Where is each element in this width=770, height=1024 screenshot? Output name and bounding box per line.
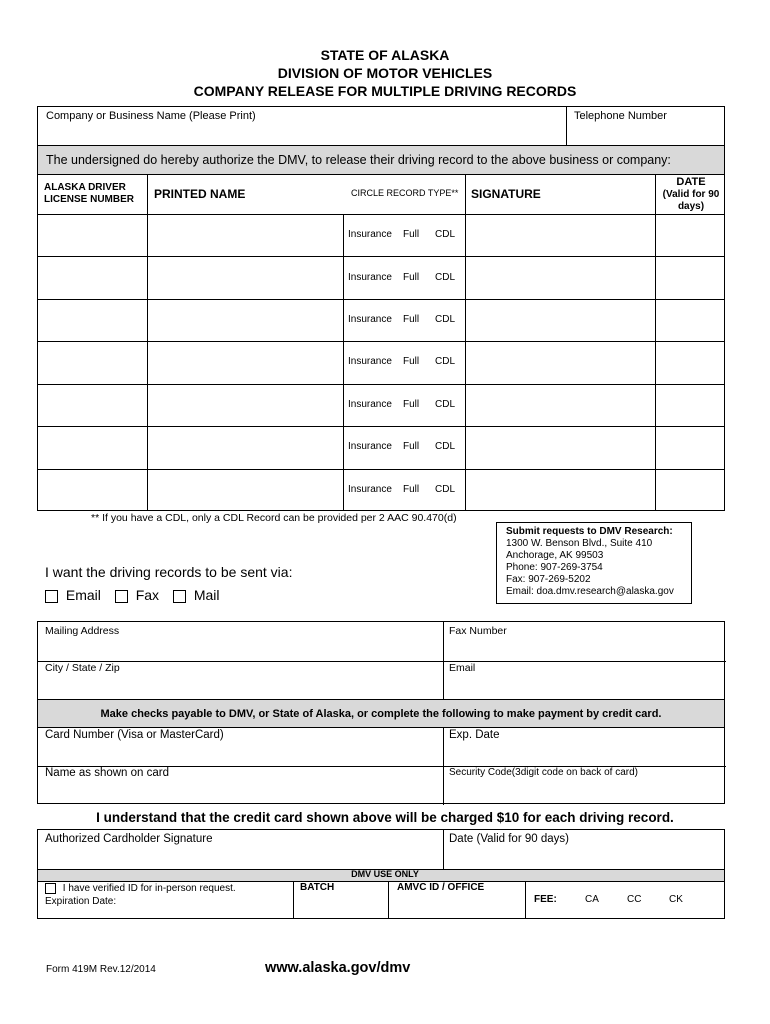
submit-email: Email: doa.dmv.research@alaska.gov [506,586,674,597]
expiration-date-label: Expiration Date: [45,896,117,907]
signature-cell[interactable] [466,257,655,298]
col-date-subtitle: (Valid for 90 days) [662,189,720,212]
cardholder-signature-field[interactable]: Authorized Cardholder Signature [45,833,213,845]
col-record-type: CIRCLE RECORD TYPE** [351,188,459,198]
date-cell[interactable] [656,385,725,426]
date-cell[interactable] [656,470,725,511]
submit-address-line2: Anchorage, AK 99503 [506,550,604,561]
record-type-cdl[interactable]: CDL [435,441,456,453]
record-type-full[interactable]: Full [403,356,420,368]
submit-address-line1: 1300 W. Benson Blvd., Suite 410 [506,538,653,549]
license-number-cell[interactable] [37,470,147,511]
fax-number-field[interactable]: Fax Number [449,625,507,637]
verified-id-label: I have verified ID for in-person request. [62,883,236,895]
form-title-release: COMPANY RELEASE FOR MULTIPLE DRIVING RECORDS [193,83,577,99]
license-number-cell[interactable] [37,342,147,383]
submit-requests-box [496,522,692,604]
charge-notice: I understand that the credit card shown above will be charged $10 for each driving record. [96,810,674,825]
record-row [37,426,725,468]
records-grid [37,174,725,511]
exp-date-field[interactable]: Exp. Date [449,729,500,741]
submit-title: Submit requests to DMV Research: [506,526,673,537]
record-type-cdl[interactable]: CDL [435,398,456,410]
license-number-cell[interactable] [37,215,147,256]
record-type-insurance[interactable]: Insurance [348,398,392,410]
date-cell[interactable] [656,427,725,468]
record-type-full[interactable]: Full [403,398,420,410]
city-state-zip-field[interactable]: City / State / Zip [45,662,120,674]
email-checkbox[interactable] [45,590,58,603]
printed-name-cell[interactable] [148,215,343,256]
record-type-insurance[interactable]: Insurance [348,229,392,241]
batch-label: BATCH [300,882,335,893]
mailing-section [37,621,725,700]
record-row [37,256,725,298]
fax-option-label: Fax [135,587,160,603]
record-row [37,384,725,426]
name-on-card-field[interactable]: Name as shown on card [45,767,170,779]
form-title-state: STATE OF ALASKA [320,47,450,63]
record-type-insurance[interactable]: Insurance [348,441,392,453]
card-number-field[interactable]: Card Number (Visa or MasterCard) [45,729,224,741]
col-license-number: ALASKA DRIVER LICENSE NUMBER [44,182,135,205]
date-cell[interactable] [656,215,725,256]
record-type-cdl[interactable]: CDL [435,271,456,283]
company-name-label: Company or Business Name (Please Print) [46,110,256,122]
submit-phone: Phone: 907-269-3754 [506,562,603,573]
license-number-cell[interactable] [37,385,147,426]
printed-name-cell[interactable] [148,385,343,426]
payment-banner: Make checks payable to DMV, or State of Alaska, or complete the following to make payment by credit card. [37,699,725,728]
fax-checkbox[interactable] [115,590,128,603]
email-option-label: Email [65,587,101,603]
signature-cell[interactable] [466,215,655,256]
record-row [37,341,725,383]
fee-cc: CC [627,894,642,905]
record-type-cdl[interactable]: CDL [435,229,456,241]
printed-name-cell[interactable] [148,342,343,383]
printed-name-cell[interactable] [148,300,343,341]
mailing-address-field[interactable]: Mailing Address [45,625,120,637]
record-row [37,299,725,341]
col-signature: SIGNATURE [471,187,541,201]
fee-ca: CA [585,894,599,905]
verified-id-checkbox[interactable] [45,883,56,894]
license-number-cell[interactable] [37,300,147,341]
dmv-use-only-title: DMV USE ONLY [351,869,419,879]
telephone-label: Telephone Number [574,110,667,122]
license-number-cell[interactable] [37,427,147,468]
record-type-full[interactable]: Full [403,229,420,241]
record-row [37,469,725,511]
form-title-division: DIVISION OF MOTOR VEHICLES [277,65,493,81]
signature-date-field[interactable]: Date (Valid for 90 days) [449,833,569,845]
record-type-full[interactable]: Full [403,483,420,495]
security-code-field[interactable]: Security Code(3digit code on back of card) [449,767,638,778]
record-type-insurance[interactable]: Insurance [348,483,392,495]
date-cell[interactable] [656,300,725,341]
printed-name-cell[interactable] [148,427,343,468]
website-link[interactable]: www.alaska.gov/dmv [265,960,411,976]
delivery-options [45,587,219,603]
record-type-cdl[interactable]: CDL [435,314,456,326]
amvc-office-label: AMVC ID / OFFICE [397,882,485,893]
submit-fax: Fax: 907-269-5202 [506,574,591,585]
col-printed-name: PRINTED NAME [154,187,246,201]
record-type-full[interactable]: Full [403,271,420,283]
telephone-field[interactable] [566,106,725,146]
form-number: Form 419M Rev.12/2014 [46,964,156,975]
record-type-cdl[interactable]: CDL [435,483,456,495]
record-type-insurance[interactable]: Insurance [348,356,392,368]
fee-label: FEE: [534,894,557,905]
signature-cell[interactable] [466,427,655,468]
cdl-note: ** If you have a CDL, only a CDL Record can be provided per 2 AAC 90.470(d) [91,512,457,524]
printed-name-cell[interactable] [148,257,343,298]
signature-cell[interactable] [466,385,655,426]
col-date-title: DATE [676,176,706,188]
record-type-insurance[interactable]: Insurance [348,271,392,283]
mail-option-label: Mail [193,587,220,603]
fee-ck: CK [669,894,683,905]
signature-cell[interactable] [466,470,655,511]
date-cell[interactable] [656,342,725,383]
authorization-banner: The undersigned do hereby authorize the DMV, to release their driving record to the above business or company: [37,145,725,175]
signature-cell[interactable] [466,342,655,383]
records-rows [37,214,725,511]
record-type-cdl[interactable]: CDL [435,356,456,368]
verified-id-row [45,883,236,894]
email-field[interactable]: Email [449,662,476,674]
printed-name-cell[interactable] [148,470,343,511]
signature-cell[interactable] [466,300,655,341]
record-type-full[interactable]: Full [403,441,420,453]
mail-checkbox[interactable] [173,590,186,603]
record-type-full[interactable]: Full [403,314,420,326]
record-row [37,214,725,256]
license-number-cell[interactable] [37,257,147,298]
record-type-insurance[interactable]: Insurance [348,314,392,326]
delivery-prompt: I want the driving records to be sent via: [45,564,293,580]
date-cell[interactable] [656,257,725,298]
company-name-field[interactable] [37,106,567,146]
